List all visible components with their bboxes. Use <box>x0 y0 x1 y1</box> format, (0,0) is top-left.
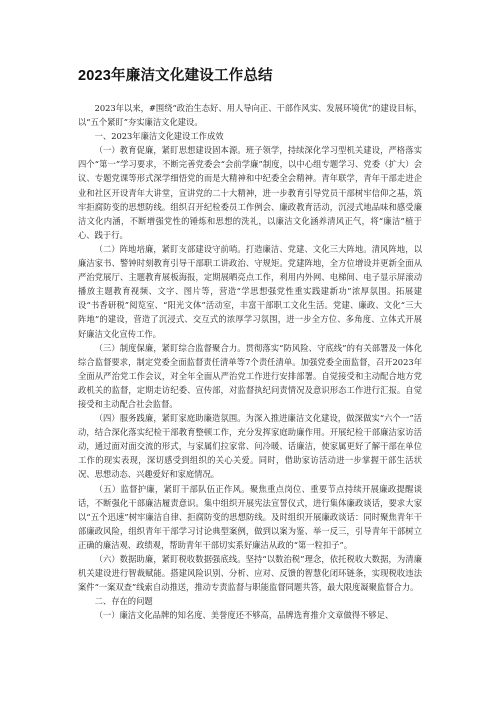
paragraph-positions: （二）阵地培廉，紧盯支部建设守前哨。打造廉洁、党建、文化三大阵地。清风阵地，以廉洁家书、警钟时刻教育引导干部职工讲政治、守规矩。党建阵地，全方位增设并更新全面从严治党展厅、主题教育展板海报，定期展晒亮点工作，利用内外网、电梯间、电子显示屏滚动播放主题教育视频、文字、图片等，营造“学思想强党性重实践建新功”浓厚氛围。拓展建设“书香研税”阅览室、“阳光文体”活动室，丰富干部职工文化生活。党建、廉政、文化“三大阵地”的建设，营造了沉浸式、交互式的浓厚学习氛围，进一步全方位、多角度、立体式开展好廉洁文化宣传工作。 <box>78 243 422 339</box>
intro-paragraph: 2023年以来，#围绕“政治生态好、用人导向正、干部作风实、发展环境优”的建设目标，以“五个紧盯”夯实廉洁文化建设。 <box>78 103 422 128</box>
paragraph-systems: （三）制度保廉，紧盯综合监督聚合力。贯彻落实“防风险、守底线”的有关部署及一体化综合监督要求，制定党委全面监督责任清单等7个责任清单。加强党委全面监督，召开2023年全面从严治党工作会议，对全年全面从严治党工作进行安排部署。自觉接受和主动配合地方党政机关的监督，定期走访纪委、宣传部，对监督执纪问责情况及意识形态工作进行汇报。自觉接受和主动配合社会监督。 <box>78 342 422 409</box>
page-title: 2023年廉洁文化建设工作总结 <box>78 68 273 84</box>
paragraph-service: （四）服务践廉，紧盯家庭助廉造氛围。为深入推进廉洁文化建设，做深做实“六个一”活动，结合深化落实纪检干部教育整顿工作，充分发挥家庭助廉作用。开展纪检干部廉洁家访活动，通过面对面交流的形式，与家属们拉家常、问冷暖、话廉洁，使家属更好了解干部在单位工作的现实表现，深切感受到组织的关心关爱。同时，借助家访活动进一步掌握干部生活状况、思想动态、兴趣爱好和家庭情况。 <box>78 413 422 480</box>
section-heading-achievements: 一、2023年廉洁文化建设工作成效 <box>94 131 224 142</box>
paragraph-data: （六）数据助廉，紧盯税收数据强底线。坚持“以数治税”理念，依托税收大数据，为清廉机关建设进行智裁赋能。搭建风险识别、分析、应对、反馈的智慧化闭环链条，实现税收违法案件“一案双查”线索自动推送，推动专责监督与职能监督同题共答，最大限度凝聚监督合力。 <box>78 554 422 593</box>
paragraph-education: （一）教育促廉，紧盯思想建设固本源。班子领学，持续深化学习型机关建设，严格落实四个“第一”学习要求，不断完善党委会“会前学廉”制度，以中心组专题学习、党委（扩大）会议、专题党课等形式深学细悟党的而是大精神和中纪委全会精神。青年联学，青年干部走进企业和社区开设青年大讲堂，宣讲党的二十大精神，进一步教育引导党员干部树牢信仰之基，筑牢拒腐防变的思想防线。组织召开纪检委员工作例会、廉政教育活动，沉浸式地品味和感受廉洁文化内涵，不断增强党性的锤炼和思想的洗礼，以廉洁文化涵养清风正气，将“廉洁”植于心、践于行。 <box>78 145 422 240</box>
paragraph-problem-one: （一）廉洁文化品牌的知名度、美誉度还不够高，品牌选育推介文章做得不够足、 <box>94 610 394 621</box>
paragraph-supervision: （五）监督护廉，紧盯干部队伍正作风。聚焦重点岗位、重要节点持续开展廉政提醒谈话，不断强化干部廉洁履责意识。集中组织开展宪法宣誓仪式，进行集体廉政谈话，要求大家以“五个迅速”树牢廉洁自律、拒腐防变的思想防线。及时组织开展廉政谈话：同时聚焦青年干部廉政风险，组织青年干部学习讨论典型案例，做到以案为鉴、举一反三，引导青年干部树立正确的廉洁观、政绩观，帮助青年干部切实系好廉洁从政的“第一粒扣子”。 <box>78 483 422 550</box>
section-heading-problems: 二、存在的问题 <box>94 596 153 607</box>
